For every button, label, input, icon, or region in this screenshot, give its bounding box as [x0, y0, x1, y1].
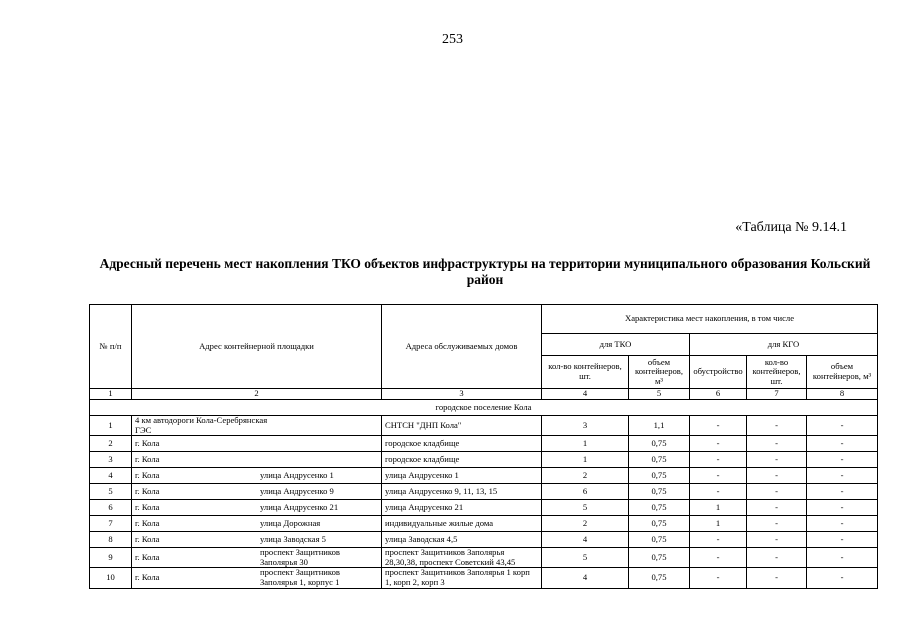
kgo-arrangement-cell: -	[690, 532, 747, 548]
served-address-cell: улица Андрусенко 21	[382, 500, 542, 516]
served-address-cell: городское кладбище	[382, 436, 542, 452]
site-address-locality: г. Кола	[135, 551, 160, 562]
tko-count-cell: 6	[542, 484, 629, 500]
table-row	[90, 532, 878, 548]
site-address-street: улица Андрусенко 9	[260, 485, 334, 496]
site-address-street: улица Дорожная	[260, 517, 321, 528]
tko-count-cell: 5	[542, 500, 629, 516]
served-address-cell: улица Заводская 4,5	[382, 532, 542, 548]
site-address-cell	[132, 484, 382, 500]
site-address-locality: г. Кола	[135, 533, 160, 544]
table-row	[90, 548, 878, 568]
row-number: 7	[90, 516, 132, 532]
row-number: 10	[90, 568, 132, 588]
kgo-volume-cell: -	[807, 436, 878, 452]
site-address-cell	[132, 452, 382, 468]
kgo-volume-cell: -	[807, 548, 878, 568]
tko-volume-cell: 0,75	[629, 436, 690, 452]
served-address-cell: улица Андрусенко 1	[382, 468, 542, 484]
kgo-arrangement-cell: -	[690, 416, 747, 436]
tko-count-cell: 2	[542, 468, 629, 484]
kgo-arrangement-cell: -	[690, 568, 747, 588]
tko-count-cell: 2	[542, 516, 629, 532]
header-kgo: для КГО	[690, 334, 878, 356]
site-address-street: улица Андрусенко 21	[260, 501, 339, 512]
site-address-cell	[132, 548, 382, 568]
table-row	[90, 468, 878, 484]
row-number: 3	[90, 452, 132, 468]
site-address-street: проспект Защитников Заполярья 1, корпус 1	[260, 567, 340, 587]
site-address-locality: г. Кола	[135, 469, 160, 480]
section-title: городское поселение Кола	[90, 400, 878, 416]
site-address-street: улица Заводская 5	[260, 533, 326, 544]
tko-volume-cell: 0,75	[629, 568, 690, 588]
column-number: 5	[629, 389, 690, 400]
header-site-address: Адрес контейнерной площадки	[132, 305, 382, 389]
kgo-volume-cell: -	[807, 500, 878, 516]
waste-sites-table	[89, 304, 878, 589]
header-kgo-count: кол-во контейнеров, шт.	[747, 356, 807, 389]
kgo-arrangement-cell: -	[690, 484, 747, 500]
site-address-locality: г. Кола	[135, 485, 160, 496]
kgo-count-cell: -	[747, 548, 807, 568]
table-row	[90, 484, 878, 500]
table-row	[90, 500, 878, 516]
table-row	[90, 452, 878, 468]
tko-count-cell: 1	[542, 452, 629, 468]
kgo-volume-cell: -	[807, 468, 878, 484]
kgo-arrangement-cell: -	[690, 548, 747, 568]
kgo-count-cell: -	[747, 452, 807, 468]
column-number: 2	[132, 389, 382, 400]
table-row	[90, 516, 878, 532]
site-address-locality: 4 км автодороги Кола-Серебрянская ГЭС	[135, 415, 268, 435]
page-number: 253	[442, 32, 463, 47]
tko-count-cell: 4	[542, 568, 629, 588]
kgo-arrangement-cell: -	[690, 436, 747, 452]
site-address-cell	[132, 532, 382, 548]
tko-count-cell: 5	[542, 548, 629, 568]
site-address-locality: г. Кола	[135, 437, 160, 448]
kgo-count-cell: -	[747, 468, 807, 484]
site-address-street: улица Андрусенко 1	[260, 469, 334, 480]
table-header-row	[90, 305, 878, 334]
column-number: 7	[747, 389, 807, 400]
column-number: 8	[807, 389, 878, 400]
header-num: № п/п	[90, 305, 132, 389]
served-address-cell: проспект Защитников Заполярья 1 корп 1, корп 2, корп 3	[382, 568, 542, 588]
column-number-row	[90, 389, 878, 400]
header-tko: для ТКО	[542, 334, 690, 356]
header-kgo-volume: объем контейнеров, м³	[807, 356, 878, 389]
served-address-cell: городское кладбище	[382, 452, 542, 468]
site-address-cell	[132, 568, 382, 588]
header-served-address: Адреса обслуживаемых домов	[382, 305, 542, 389]
kgo-volume-cell: -	[807, 532, 878, 548]
site-address-cell	[132, 468, 382, 484]
kgo-volume-cell: -	[807, 516, 878, 532]
kgo-count-cell: -	[747, 532, 807, 548]
kgo-count-cell: -	[747, 484, 807, 500]
kgo-arrangement-cell: -	[690, 468, 747, 484]
served-address-cell: индивидуальные жилые дома	[382, 516, 542, 532]
tko-volume-cell: 0,75	[629, 484, 690, 500]
tko-volume-cell: 0,75	[629, 452, 690, 468]
row-number: 2	[90, 436, 132, 452]
kgo-count-cell: -	[747, 500, 807, 516]
kgo-count-cell: -	[747, 568, 807, 588]
site-address-locality: г. Кола	[135, 453, 160, 464]
kgo-volume-cell: -	[807, 484, 878, 500]
site-address-cell	[132, 416, 382, 436]
table-row	[90, 436, 878, 452]
site-address-locality: г. Кола	[135, 501, 160, 512]
column-number: 3	[382, 389, 542, 400]
table-body	[90, 416, 878, 589]
served-address-cell: проспект Защитников Заполярья 28,30,38, проспект Советский 43,45	[382, 548, 542, 568]
row-number: 4	[90, 468, 132, 484]
kgo-count-cell: -	[747, 516, 807, 532]
header-characteristics: Характеристика мест накопления, в том числе	[542, 305, 878, 334]
tko-volume-cell: 0,75	[629, 500, 690, 516]
row-number: 1	[90, 416, 132, 436]
tko-count-cell: 4	[542, 532, 629, 548]
kgo-count-cell: -	[747, 436, 807, 452]
row-number: 6	[90, 500, 132, 516]
tko-volume-cell: 0,75	[629, 548, 690, 568]
kgo-count-cell: -	[747, 416, 807, 436]
table-reference: «Таблица № 9.14.1	[735, 220, 847, 235]
header-kgo-arrangement: обустройство	[690, 356, 747, 389]
tko-count-cell: 1	[542, 436, 629, 452]
site-address-cell	[132, 516, 382, 532]
row-number: 8	[90, 532, 132, 548]
document-title: Адресный перечень мест накопления ТКО объектов инфраструктуры на территории муниципального образования Кольский район	[99, 256, 871, 287]
tko-count-cell: 3	[542, 416, 629, 436]
column-number: 1	[90, 389, 132, 400]
table-row	[90, 568, 878, 588]
tko-volume-cell: 1,1	[629, 416, 690, 436]
column-number: 4	[542, 389, 629, 400]
kgo-arrangement-cell: 1	[690, 516, 747, 532]
served-address-cell: СНТСН "ДНП Кола"	[382, 416, 542, 436]
column-number: 6	[690, 389, 747, 400]
site-address-cell	[132, 500, 382, 516]
served-address-cell: улица Андрусенко 9, 11, 13, 15	[382, 484, 542, 500]
kgo-volume-cell: -	[807, 416, 878, 436]
site-address-cell	[132, 436, 382, 452]
kgo-volume-cell: -	[807, 452, 878, 468]
site-address-street: проспект Защитников Заполярья 30	[260, 547, 340, 567]
kgo-arrangement-cell: 1	[690, 500, 747, 516]
row-number: 5	[90, 484, 132, 500]
kgo-arrangement-cell: -	[690, 452, 747, 468]
table-row	[90, 416, 878, 436]
header-tko-count: кол-во контейнеров, шт.	[542, 356, 629, 389]
tko-volume-cell: 0,75	[629, 532, 690, 548]
tko-volume-cell: 0,75	[629, 516, 690, 532]
row-number: 9	[90, 548, 132, 568]
section-row	[90, 400, 878, 416]
tko-volume-cell: 0,75	[629, 468, 690, 484]
header-tko-volume: объем контейнеров, м³	[629, 356, 690, 389]
kgo-volume-cell: -	[807, 568, 878, 588]
site-address-locality: г. Кола	[135, 517, 160, 528]
site-address-locality: г. Кола	[135, 572, 160, 583]
